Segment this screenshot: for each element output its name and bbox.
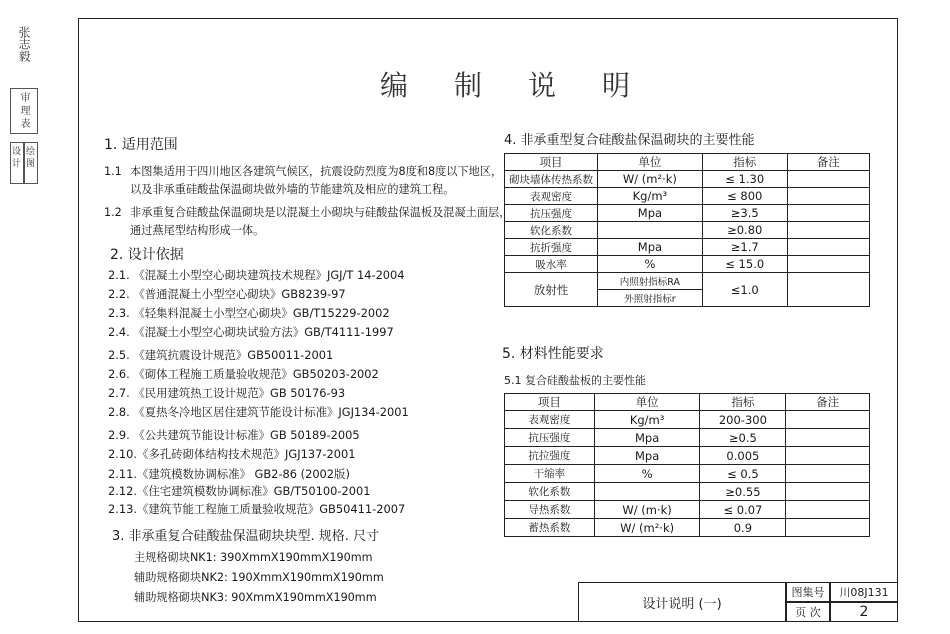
- item-1-2-line2: 通过燕尾型结构形成一体。: [130, 224, 265, 237]
- cell-index: ≤ 0.5: [700, 465, 786, 483]
- cell-index: 200-300: [700, 411, 786, 429]
- col-header-item: 项目: [505, 154, 598, 171]
- table-4-block-performance: [504, 153, 870, 307]
- cell-item: 抗压强度: [505, 429, 595, 447]
- reference-item: 2.5. 《建筑抗震设计规范》GB50011-2001: [108, 348, 334, 362]
- cell-index: ≤ 0.07: [700, 501, 786, 519]
- table-row: [505, 465, 870, 483]
- table-header-row: [505, 154, 870, 171]
- cell-unit: Mpa: [594, 429, 700, 447]
- cell-unit: Mpa: [598, 239, 703, 256]
- table-row: [505, 501, 870, 519]
- table-row: [505, 239, 870, 256]
- item-1-1-line2: 以及非承重硅酸盐保温砌块做外墙的节能建筑及相应的建筑工程。: [130, 183, 455, 196]
- item-1-2-number: 1.2: [104, 206, 122, 219]
- cell-item: 表观密度: [505, 411, 595, 429]
- cell-remark: [786, 519, 870, 537]
- cell-remark: [786, 483, 870, 501]
- section-4-heading: 4. 非承重型复合硅酸盐保温砌块的主要性能: [504, 133, 755, 148]
- reference-item: 2.2. 《普通混凝土小型空心砌块》GB8239-97: [108, 287, 346, 301]
- table-row: [505, 188, 870, 205]
- item-1-2-line1: 非承重复合硅酸盐保温砌块是以混凝土小砌块与硅酸盐保温板及混凝土面层，: [130, 206, 511, 219]
- cell-unit: Kg/m³: [598, 188, 703, 205]
- table-row: [505, 447, 870, 465]
- atlas-number-value: 川08J131: [830, 582, 898, 602]
- cell-item: 砌块墙体传热系数: [505, 171, 598, 188]
- cell-item: 抗折强度: [505, 239, 598, 256]
- section-5-heading: 5. 材料性能要求: [502, 346, 604, 362]
- reference-item: 2.6. 《砌体工程施工质量验收规范》GB50203-2002: [108, 367, 379, 381]
- table-row: [505, 222, 870, 239]
- cell-remark: [786, 429, 870, 447]
- col-header-remark: 备注: [787, 154, 869, 171]
- item-1-1-line1: 本图集适用于四川地区各建筑气候区，抗震设防烈度为8度和8度以下地区，: [130, 165, 503, 178]
- col-header-index: 指标: [700, 394, 786, 411]
- cell-item: 吸水率: [505, 256, 598, 273]
- radiation-internal-index: 内照射指标RA: [598, 273, 703, 290]
- drawing-name: 设计说明 (一): [578, 582, 786, 622]
- page-number-label: 页 次: [786, 602, 830, 622]
- table-row: [505, 273, 870, 290]
- radiation-external-index: 外照射指标r: [598, 290, 703, 307]
- cell-item: 软化系数: [505, 483, 595, 501]
- cell-index: ≤ 1.30: [702, 171, 787, 188]
- reference-item: 2.11.《建筑模数协调标准》 GB2-86 (2002版): [108, 467, 350, 481]
- cell-index: 0.9: [700, 519, 786, 537]
- reference-item: 2.1. 《混凝土小型空心砌块建筑技术规程》JGJ/T 14-2004: [108, 268, 405, 282]
- page-number-value: 2: [830, 602, 898, 622]
- cell-remark: [787, 171, 869, 188]
- reference-item: 2.12.《住宅建筑模数协调标准》GB/T50100-2001: [108, 484, 371, 498]
- cell-unit: Mpa: [598, 205, 703, 222]
- atlas-number-label: 图集号: [786, 582, 830, 602]
- cell-item: 干缩率: [505, 465, 595, 483]
- cell-item: 抗拉强度: [505, 447, 595, 465]
- cell-unit: W/ (m²·k): [598, 171, 703, 188]
- cell-index: ≥1.7: [702, 239, 787, 256]
- col-header-index: 指标: [702, 154, 787, 171]
- col-header-unit: 单位: [594, 394, 700, 411]
- cell-unit: %: [598, 256, 703, 273]
- table-row: [505, 256, 870, 273]
- item-1-1-number: 1.1: [104, 165, 122, 178]
- table-row: [505, 205, 870, 222]
- cell-remark: [787, 188, 869, 205]
- cell-item: 软化系数: [505, 222, 598, 239]
- cell-index: ≤ 15.0: [702, 256, 787, 273]
- signature-stamp: 张志毅: [17, 26, 31, 62]
- radiation-remark: [787, 273, 869, 307]
- radiation-value: ≤1.0: [702, 273, 787, 307]
- cell-index: ≥0.55: [700, 483, 786, 501]
- cell-unit: W/ (m·k): [594, 501, 700, 519]
- reference-item: 2.3. 《轻集料混凝土小型空心砌块》GB/T15229-2002: [108, 306, 390, 320]
- cell-unit: Mpa: [594, 447, 700, 465]
- table-row: [505, 483, 870, 501]
- col-header-unit: 单位: [598, 154, 703, 171]
- review-label: 审 理 表: [18, 92, 29, 129]
- table-5-board-performance: [504, 393, 870, 537]
- drafting-label: 绘 图: [24, 146, 34, 167]
- cell-unit: W/ (m²·k): [594, 519, 700, 537]
- design-label: 设 计: [10, 146, 20, 167]
- cell-remark: [786, 501, 870, 519]
- table-row: [505, 519, 870, 537]
- cell-index: ≥0.80: [702, 222, 787, 239]
- cell-index: 0.005: [700, 447, 786, 465]
- cell-item: 抗压强度: [505, 205, 598, 222]
- cell-index: ≥0.5: [700, 429, 786, 447]
- section-3-heading: 3. 非承重复合硅酸盐保温砌块块型. 规格. 尺寸: [112, 529, 380, 544]
- cell-unit: %: [594, 465, 700, 483]
- cell-remark: [787, 239, 869, 256]
- table-row: [505, 429, 870, 447]
- binding-margin: [6, 26, 42, 186]
- cell-index: ≥3.5: [702, 205, 787, 222]
- cell-unit: [598, 222, 703, 239]
- table-header-row: [505, 394, 870, 411]
- table-row: [505, 411, 870, 429]
- block-spec-nk2: 辅助规格砌块NK2: 190XmmX190mmX190mm: [134, 571, 384, 584]
- section-1-heading: 1. 适用范围: [104, 137, 178, 153]
- reference-item: 2.7. 《民用建筑热工设计规范》GB 50176-93: [108, 386, 346, 400]
- radiation-label: 放射性: [505, 273, 598, 307]
- cell-remark: [786, 411, 870, 429]
- cell-remark: [786, 465, 870, 483]
- reference-item: 2.9. 《公共建筑节能设计标准》GB 50189-2005: [108, 428, 360, 442]
- cell-remark: [787, 222, 869, 239]
- col-header-remark: 备注: [786, 394, 870, 411]
- cell-remark: [787, 256, 869, 273]
- block-spec-nk3: 辅助规格砌块NK3: 90XmmX190mmX190mm: [134, 591, 377, 604]
- cell-index: ≤ 800: [702, 188, 787, 205]
- col-header-item: 项目: [505, 394, 595, 411]
- reference-item: 2.13.《建筑节能工程施工质量验收规范》GB50411-2007: [108, 502, 406, 516]
- page-title: 编制说明: [380, 69, 677, 102]
- cell-remark: [786, 447, 870, 465]
- section-2-heading: 2. 设计依据: [110, 247, 184, 263]
- reference-item: 2.8. 《夏热冬冷地区居住建筑节能设计标准》JGJ134-2001: [108, 405, 409, 419]
- cell-unit: Kg/m³: [594, 411, 700, 429]
- cell-item: 表观密度: [505, 188, 598, 205]
- cell-remark: [787, 205, 869, 222]
- block-spec-nk1: 主规格砌块NK1: 390XmmX190mmX190mm: [134, 551, 373, 564]
- table-row: [505, 171, 870, 188]
- cell-item: 导热系数: [505, 501, 595, 519]
- cell-item: 蓄热系数: [505, 519, 595, 537]
- reference-item: 2.10.《多孔砖砌体结构技术规范》JGJ137-2001: [108, 447, 356, 461]
- section-5-1-heading: 5.1 复合硅酸盐板的主要性能: [504, 374, 646, 387]
- cell-unit: [594, 483, 700, 501]
- reference-item: 2.4. 《混凝土小型空心砌块试验方法》GB/T4111-1997: [108, 325, 394, 339]
- title-block: [578, 582, 898, 622]
